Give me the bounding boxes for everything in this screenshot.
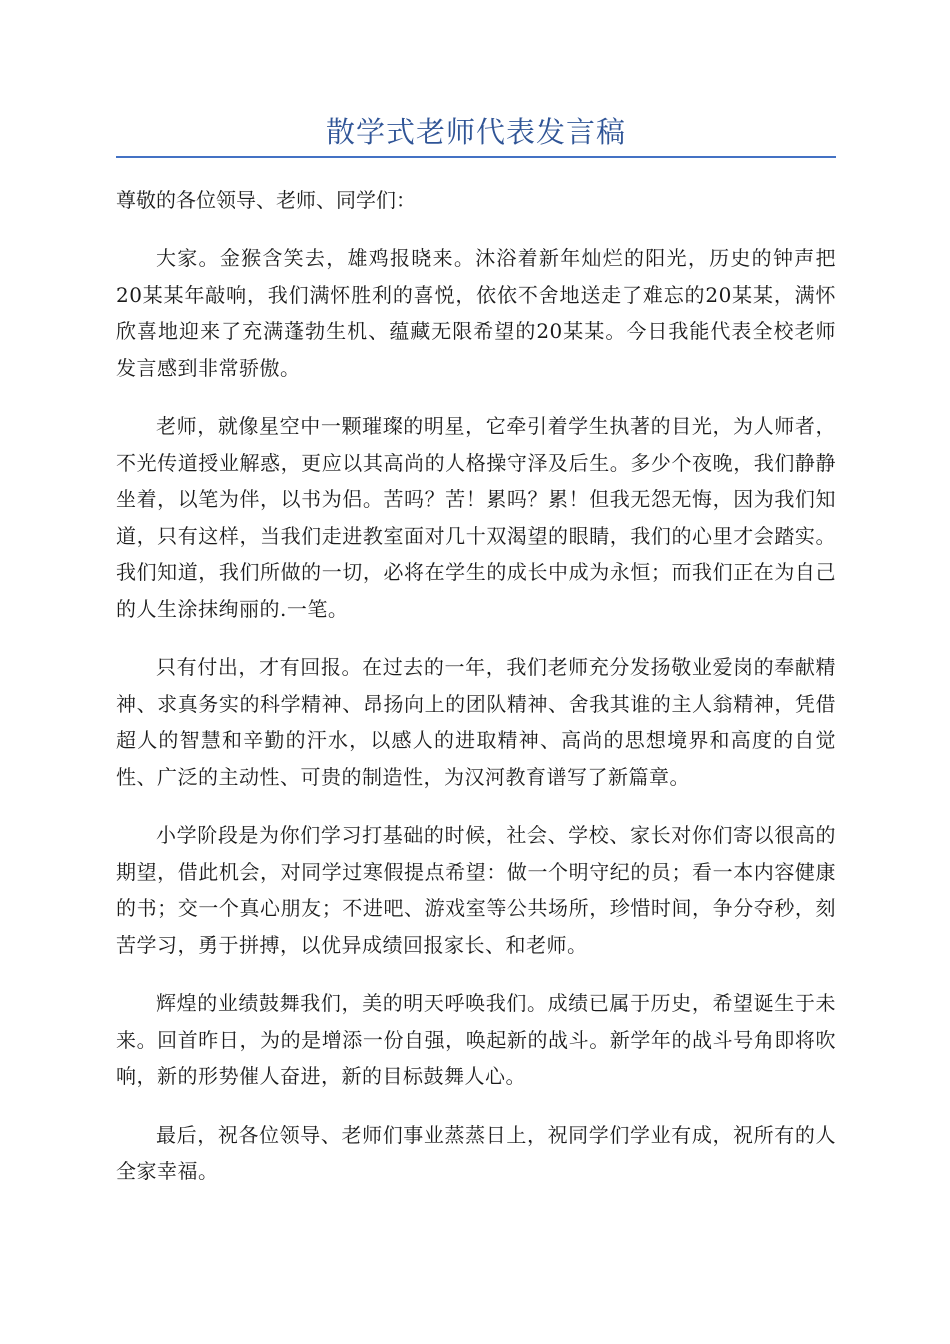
paragraph: 辉煌的业绩鼓舞我们，美的明天呼唤我们。成绩已属于历史，希望诞生于未来。回首昨日，为的是增添一份自强，唤起新的战斗。新学年的战斗号角即将吹响，新的形势催人奋进，新的目标鼓舞人心。 xyxy=(116,991,836,1088)
salutation: 尊敬的各位领导、老师、同学们： xyxy=(116,188,416,212)
paragraph: 只有付出，才有回报。在过去的一年，我们老师充分发扬敬业爱岗的奉献精神、求真务实的科学精神、昂扬向上的团队精神、舍我其谁的主人翁精神，凭借超人的智慧和辛勤的汗水，以感人的进取精神、高尚的思想境界和高度的自觉性、广泛的主动性、可贵的制造性，为汉河教育谱写了新篇章。 xyxy=(116,655,836,789)
paragraph: 小学阶段是为你们学习打基础的时候，社会、学校、家长对你们寄以很高的期望，借此机会，对同学过寒假提点希望：做一个明守纪的员；看一本内容健康的书；交一个真心朋友；不进吧、游戏室等公共场所，珍惜时间，争分夺秒，刻苦学习，勇于拼搏，以优异成绩回报家长、和老师。 xyxy=(116,823,836,957)
title-underline xyxy=(116,156,836,158)
document-page xyxy=(116,0,836,1190)
document-title: 散学式老师代表发言稿 xyxy=(325,115,626,149)
paragraph: 老师，就像星空中一颗璀璨的明星，它牵引着学生执著的目光，为人师者，不光传道授业解惑，更应以其高尚的人格操守泽及后生。多少个夜晚，我们静静坐着，以笔为伴，以书为侣。苦吗？苦！累吗？累！但我无怨无悔，因为我们知道，只有这样，当我们走进教室面对几十双渴望的眼睛，我们的心里才会踏实。我们知道，我们所做的一切，必将在学生的成长中成为永恒；而我们正在为自己的人生涂抹绚丽的.一笔。 xyxy=(116,414,836,621)
paragraph: 最后，祝各位领导、老师们事业蒸蒸日上，祝同学们学业有成，祝所有的人全家幸福。 xyxy=(116,1122,836,1183)
paragraph: 大家。金猴含笑去，雄鸡报晓来。沐浴着新年灿烂的阳光，历史的钟声把20某某年敲响，我们满怀胜利的喜悦，依依不舍地送走了难忘的20某某，满怀欣喜地迎来了充满蓬勃生机、蕴藏无限希望的20某某。今日我能代表全校老师发言感到非常骄傲。 xyxy=(116,246,836,380)
